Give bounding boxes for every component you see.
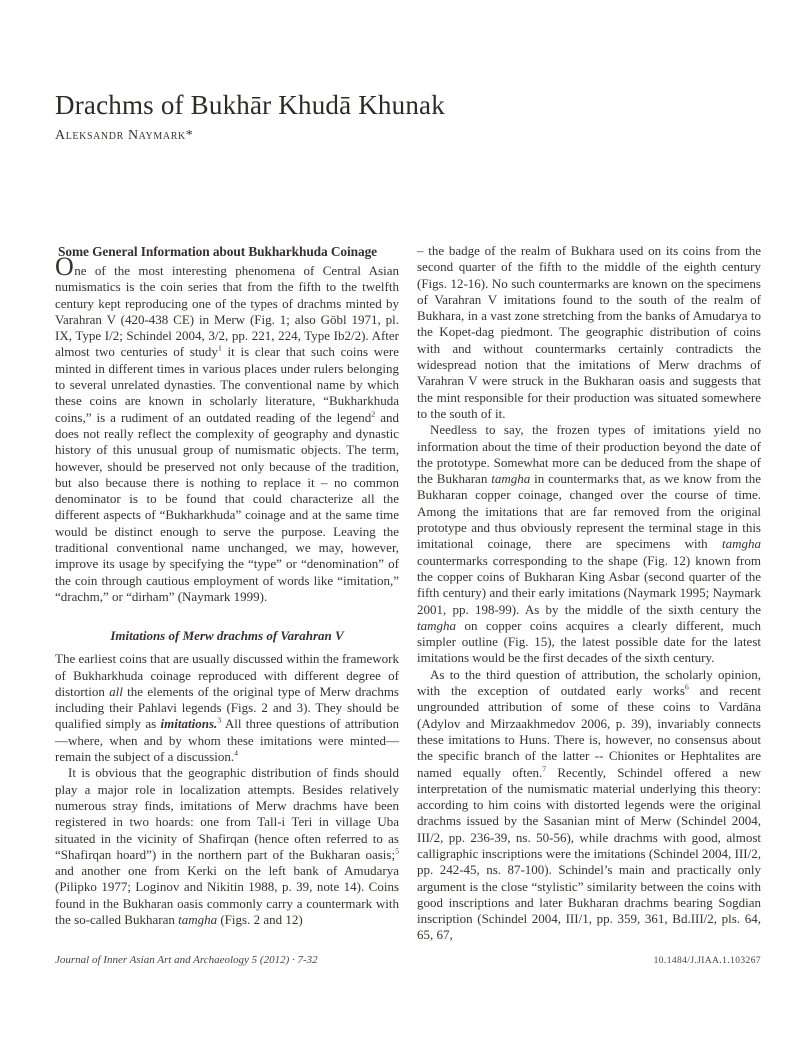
page-footer [55, 954, 761, 966]
subsection-heading: Imitations of Merw drachms of Varahran V [110, 628, 344, 644]
paragraph: – the badge of the realm of Bukhara used on its coins from the second quarter of the fifth to the middle of the eighth century (Figs. 12-16). No such countermarks are known on the specimens of Varahran V imitations found to the south of the realm of Bukhara, in a vast zone stretching from the banks of Amudarya to the Kopet-dag piedmont. The geographic distribution of coins with and without countermarks certainly contradicts the widespread notion that the imitations of Merw drachms of Varahran V were struck in the Bukharan oasis and suggests that the mint responsible for their production was situated somewhere to the south of it. [417, 243, 761, 421]
paragraph: It is obvious that the geographic distribution of finds should play a major role in localization attempts. Besides relatively numerous stray finds, imitations of Merw drachms have been registered in two hoards: one from Tall-i Teri in village Uba situated in the vicinity of Shafirqan (hence often referred to as “Shafirqan hoard”) in the northern part of the Bukharan oasis;$^5$ and another one from Kerki on the left bank of Amudarya (Pilipko 1977; Loginov and Nikitin 1988, p. 39, note 14). Coins found in the Bukharan oasis commonly carry a countermark with the so-called Bukharan tamgha (Figs. 2 and 12) [55, 765, 399, 927]
paragraph-text: ne of the most interesting phenomena of Central Asian numismatics is the coin series that from the fifth to the twelfth century kept reproducing one of the types of drachms minted by Varahran V (420-438 CE) in Merw (Fig. 1; also Göbl 1971, pl. IX, Type I/2; Schindel 2004, 3/2, pp. 221, 224, Type Ib2/2). After almost two centuries of study$^1$ it is clear that such coins were minted in different times in various places under rulers belonging to several unrelated dynasties. The conventional name by which these coins are known in scholarly literature, “Bukharkhuda coins,” is a rudiment of an outdated reading of the legend$^2$ and does not really reflect the complexity of geography and dynastic history of this unusual group of numismatic objects. The term, however, should be preserved not only because of the tradition, but also because there is nothing to replace it – no common denominator is to be found that could characterize all the different aspects of “Bukharkhuda” coinage and at the same time would be distinct enough to serve the purpose. Leaving the traditional conventional name unchanged, we may, however, improve its usage by specifying the “type” or “denomination” of the coin through cautious employment of words like “imitation,” “drachm,” or “dirham” (Naymark 1999). [55, 263, 399, 604]
raised-initial-cap: O [55, 252, 75, 281]
paragraph: Needless to say, the frozen types of imitations yield no information about the time of their production beyond the date of the prototype. Somewhat more can be deduced from the shape of the Bukharan tamgha in countermarks that, as we know from the Bukharan copper coinage, changed over the course of time. Among the imitations that are far removed from the original prototype and thus obviously represent the terminal stage in this imitational coinage, there are specimens with tamgha countermarks corresponding to the shape (Fig. 12) known from the copper coins of Bukharan King Asbar (second quarter of the fifth century) and their early imitations (Naymark 1995; Naymark 2001, pp. 198-99). As by the middle of the sixth century the tamgha on copper coins acquires a clearly different, much simpler outline (Fig. 15), the latest possible date for the latest imitations would be the first decades of the sixth century. [417, 422, 762, 666]
footer-doi: 10.1484/J.JIAA.1.103267 [653, 956, 761, 966]
column-right [417, 243, 761, 944]
section-heading: Some General Information about Bukharkhuda Coinage [58, 244, 378, 259]
paragraph: As to the third question of attribution, the scholarly opinion, with the exception of outdated early works$^6$ and recent ungrounded attribution of some of these coins to Vardāna (Adylov and Mirzaakhmedov 2006, p. 39), invariably connects these imitations to Huns. There is, however, no consensus about the specific branch of the latter -- Chionites or Hephtalites are named equally often.$^7$ Recently, Schindel offered a new interpretation of the numismatic material underlying this theory: according to him coins with distorted legends were the original drachms issued by the Sasanian mint of Merw (Schindel 2004, III/2, pp. 236-39, ns. 50-56), while drachms with good, almost calligraphic inscriptions were the imitations (Schindel 2004, III/2, pp. 242-45, ns. 87-100). Schindel’s main and practically only argument is the close “stylistic” similarity between the coins with good inscriptions and later Bukharan drachms bearing Sogdian inscription (Schindel 2004, III/1, pp. 359, 361, Bd.III/2, pls. 64, 65, 67, [417, 666, 761, 943]
paragraph: The earliest coins that are usually discussed within the framework of Bukharkhuda coinage reproduced with different degree of distortion all the elements of the original type of Merw drachms including their Pahlavi legends (Figs. 2 and 3). They should be qualified simply as imitations.$^3$ All three questions of attribution—where, when and by whom these imitations were minted—remain the subject of a discussion.$^4$ [55, 651, 399, 765]
column-left [55, 243, 399, 944]
footer-journal-citation: Journal of Inner Asian Art and Archaeology 5 (2012) · 7-32 [55, 954, 318, 966]
author-line: Aleksandr Naymark* [55, 128, 194, 143]
page-title: Drachms of Bukhār Khudā Khunak [55, 90, 445, 121]
paragraph [55, 252, 399, 605]
two-column-body [55, 243, 761, 944]
